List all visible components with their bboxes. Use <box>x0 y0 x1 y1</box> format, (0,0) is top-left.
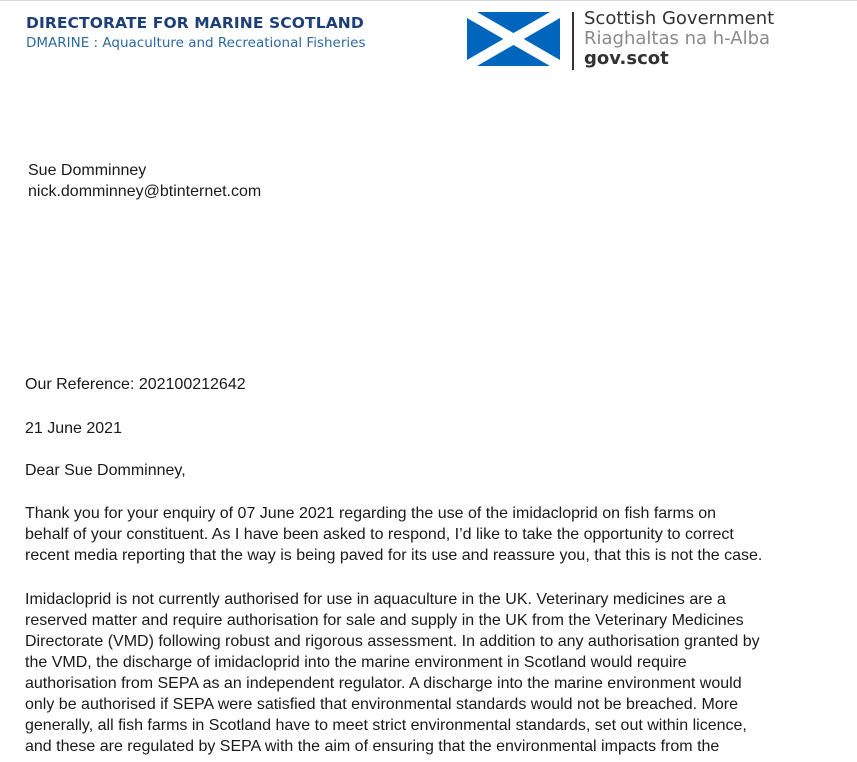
paragraph-2 <box>25 589 760 757</box>
paragraph-1 <box>25 503 762 566</box>
paragraph-line: authorisation from SEPA as an independent regulator. A discharge into the marine environment would <box>25 675 742 692</box>
paragraph-line: recent media reporting that the way is being paved for its use and reassure you, that this is not the case. <box>25 547 763 564</box>
logo-name-english: Scottish Government <box>584 8 775 29</box>
scottish-government-logo <box>467 9 807 71</box>
directorate-title: DIRECTORATE FOR MARINE SCOTLAND <box>26 14 364 32</box>
salutation: Dear Sue Domminney, <box>25 462 186 479</box>
letter-date: 21 June 2021 <box>25 420 122 437</box>
division-subtitle: DMARINE : Aquaculture and Recreational Fisheries <box>26 35 366 51</box>
paragraph-line: reserved matter and require authorisation for sale and supply in the UK from the Veterinary Medicines <box>25 612 744 629</box>
paragraph-line: and these are regulated by SEPA with the aim of ensuring that the environmental impacts from the <box>25 738 720 755</box>
logo-name-gaelic: Riaghaltas na h-Alba <box>584 28 771 49</box>
recipient-address <box>28 160 261 202</box>
logo-divider <box>572 12 574 70</box>
logo-url: gov.scot <box>584 48 669 69</box>
top-rule <box>0 0 857 1</box>
reference-line: Our Reference: 202100212642 <box>25 376 246 393</box>
paragraph-line: generally, all fish farms in Scotland have to meet strict environmental standards, set out within licence, <box>25 717 747 734</box>
recipient-email: nick.domminney@btinternet.com <box>28 183 262 200</box>
paragraph-line: only be authorised if SEPA were satisfied that environmental standards would not be breached. More <box>25 696 739 713</box>
paragraph-line: the VMD, the discharge of imidacloprid into the marine environment in Scotland would require <box>25 654 687 671</box>
recipient-name: Sue Domminney <box>28 162 147 179</box>
saltire-flag-icon <box>467 12 560 66</box>
paragraph-line: Imidacloprid is not currently authorised for use in aquaculture in the UK. Veterinary medicines are a <box>25 591 726 608</box>
logo-wordmark <box>584 9 774 69</box>
directorate-header <box>26 14 366 51</box>
paragraph-line: behalf of your constituent. As I have been asked to respond, I’d like to take the opportunity to correct <box>25 526 734 543</box>
paragraph-line: Thank you for your enquiry of 07 June 2021 regarding the use of the imidacloprid on fish farms on <box>25 505 717 522</box>
paragraph-line: Directorate (VMD) following robust and rigorous assessment. In addition to any authorisation granted by <box>25 633 760 650</box>
